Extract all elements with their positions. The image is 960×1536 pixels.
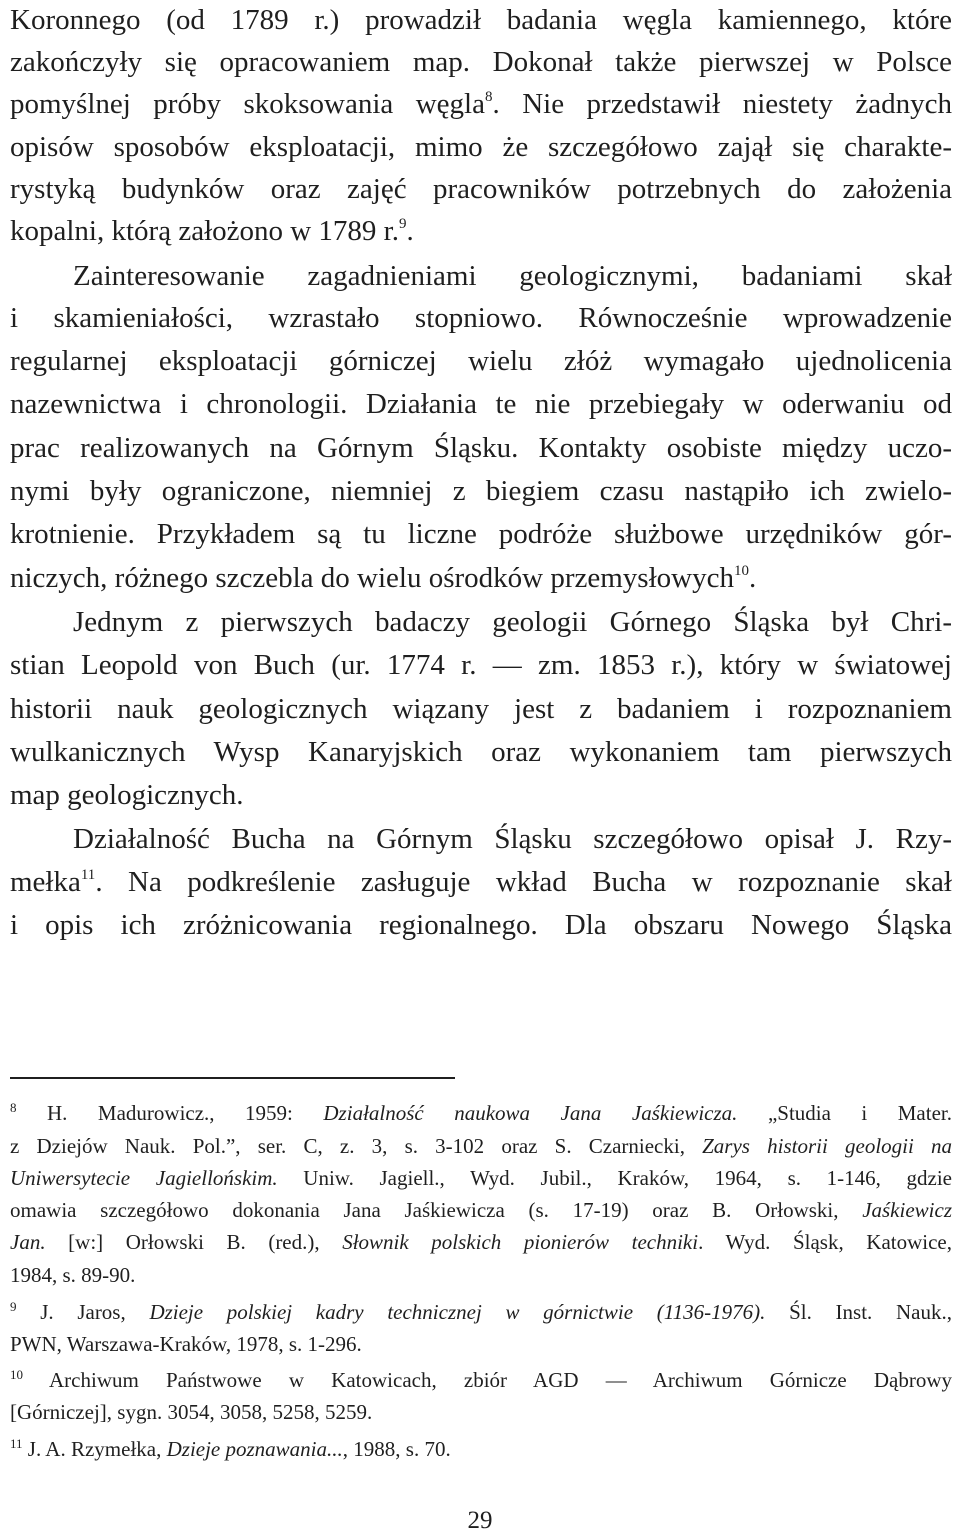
footnote-11: $^{11}$ J. A. Rzymełka, Dzieje poznawania..., 1988, s. 70. xyxy=(10,1436,451,1461)
page-number: 29 xyxy=(467,1507,493,1534)
footnote-10-cont: [Górniczej], sygn. 3054, 3058, 5258, 5259. xyxy=(10,1400,373,1424)
footnote-ref[interactable]: 8 xyxy=(484,89,493,105)
text-line: regularnej eksploatacji górniczej wielu złóż wymagało ujednolicenia xyxy=(10,345,952,377)
paragraph-start-line: Zainteresowanie zagadnieniami geologicznymi, badaniami skał xyxy=(73,260,952,292)
text-line: i skamieniałości, wzrastało stopniowo. Równocześnie wprowadzenie xyxy=(10,302,952,334)
text-line: Koronnego (od 1789 r.) prowadził badania węgla kamiennego, które xyxy=(10,4,952,36)
footnote-8-cont: 1984, s. 89-90. xyxy=(10,1263,136,1287)
text-line: historii nauk geologicznych wiązany jest z badaniem i rozpoznaniem xyxy=(10,693,952,725)
text-line: wulkanicznych Wysp Kanaryjskich oraz wykonaniem tam pierwszych xyxy=(10,736,952,768)
text-line: stian Leopold von Buch (ur. 1774 r. — zm. 1853 r.), który w światowej xyxy=(10,649,952,681)
text-line: nymi były ograniczone, niemniej z biegiem czasu nastąpiło ich zwielo- xyxy=(10,475,952,507)
footnote-8-cont: Jan. [w:] Orłowski B. (red.), Słownik polskich pionierów techniki. Wyd. Śląsk, Katowice, xyxy=(10,1230,952,1254)
text-line: opisów sposobów eksploatacji, mimo że szczegółowo zajął się charakte- xyxy=(10,131,952,163)
text-line: mełka$^{11}$. Na podkreślenie zasługuje wkład Bucha w rozpoznanie skał xyxy=(10,866,952,898)
paragraph-start-line: Jednym z pierwszych badaczy geologii Górnego Śląska był Chri- xyxy=(73,606,952,638)
text-line: rystyką budynków oraz zajęć pracowników potrzebnych do założenia xyxy=(10,173,952,205)
text-line: pomyślnej próby skoksowania węgla$^8$. Nie przedstawił niestety żadnych xyxy=(10,88,953,120)
footnote-ref[interactable]: 9 xyxy=(399,216,407,232)
footnote-9-cont: PWN, Warszawa-Kraków, 1978, s. 1-296. xyxy=(10,1332,362,1356)
footnote-ref[interactable]: 10 xyxy=(733,563,749,579)
footnote-separator xyxy=(10,1077,455,1079)
paragraph-start-line: Działalność Bucha na Górnym Śląsku szczegółowo opisał J. Rzy- xyxy=(73,823,952,855)
text-line: kopalni, którą założono w 1789 r.$^9$. xyxy=(10,215,414,247)
text-line: prac realizowanych na Górnym Śląsku. Kontakty osobiste między uczo- xyxy=(10,432,952,464)
text-line: map geologicznych. xyxy=(10,779,244,811)
text-line: i opis ich zróżnicowania regionalnego. Dla obszaru Nowego Śląska xyxy=(10,909,952,941)
footnote-ref[interactable]: 11 xyxy=(80,867,96,883)
footnote-8-cont: omawia szczegółowo dokonania Jana Jaśkiewicza (s. 17-19) oraz B. Orłowski, Jaśkiewicz xyxy=(10,1198,952,1222)
footnote-10: $^{10}$ Archiwum Państwowe w Katowicach, zbiór AGD — Archiwum Górnicze Dąbrowy xyxy=(10,1367,952,1392)
text-line: krotnienie. Przykładem są tu liczne podróże służbowe urzędników gór- xyxy=(10,518,952,550)
footnote-8-cont: z Dziejów Nauk. Pol.”, ser. C, z. 3, s. 3-102 oraz S. Czarniecki, Zarys historii geologii na xyxy=(10,1134,952,1158)
text-line: zakończyły się opracowaniem map. Dokonał także pierwszej w Polsce xyxy=(10,46,952,78)
text-line: niczych, różnego szczebla do wielu ośrodków przemysłowych$^{10}$. xyxy=(10,562,757,594)
footnote-8: $^8$ H. Madurowicz., 1959: Działalność naukowa Jana Jaśkiewicza. „Studia i Mater. xyxy=(10,1100,952,1125)
footnote-8-cont: Uniwersytecie Jagiellońskim. Uniw. Jagiell., Wyd. Jubil., Kraków, 1964, s. 1-146, gdzie xyxy=(10,1166,952,1190)
text-line: nazewnictwa i chronologii. Działania te nie przebiegały w oderwaniu od xyxy=(10,388,952,420)
footnote-9: $^9$ J. Jaros, Dzieje polskiej kadry technicznej w górnictwie (1136-1976). Śl. Inst. Nauk., xyxy=(10,1299,952,1324)
